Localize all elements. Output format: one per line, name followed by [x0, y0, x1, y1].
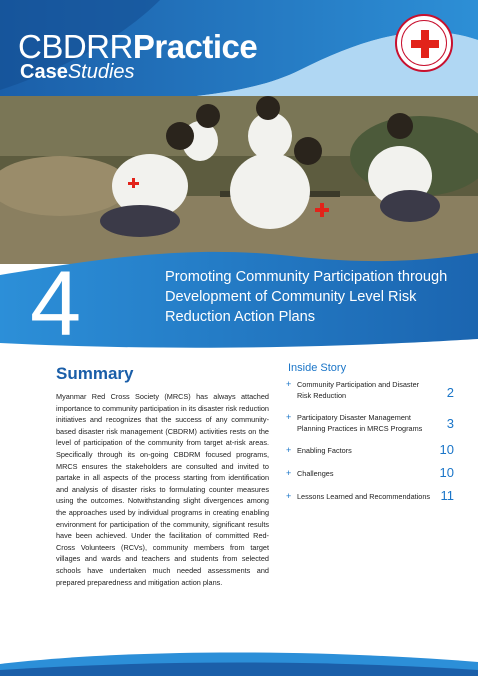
- inside-story-heading: Inside Story: [288, 362, 347, 374]
- toc-item[interactable]: [286, 412, 458, 436]
- toc-item[interactable]: [286, 465, 458, 481]
- red-cross-logo-icon: [395, 14, 453, 72]
- plus-icon: +: [286, 412, 292, 422]
- toc-item[interactable]: [286, 379, 458, 403]
- series-title-light: CBDRR: [18, 28, 133, 65]
- toc-item-label: Participatory Disaster Management Planning Practices in MRCS Programs: [297, 413, 423, 433]
- toc-item-label: Community Participation and Disaster Risk Reduction: [297, 380, 420, 400]
- plus-icon: +: [286, 468, 292, 478]
- plus-icon: +: [286, 491, 292, 501]
- series-subtitle-bold: Case: [20, 61, 68, 83]
- issue-title: Promoting Community Participation through Development of Community Level Risk Reduction Action Plans: [165, 269, 448, 325]
- toc-item-label: Enabling Factors: [297, 446, 352, 455]
- toc-item[interactable]: [286, 488, 458, 504]
- toc-item-page: 3: [446, 416, 454, 431]
- cover-header: [0, 0, 478, 110]
- inside-story-list: [286, 379, 458, 513]
- footer-wave: [0, 640, 478, 676]
- issue-number: 4: [30, 253, 82, 355]
- toc-item-page: 10: [439, 465, 454, 480]
- plus-icon: +: [286, 445, 292, 455]
- series-subtitle-italic: Studies: [67, 61, 135, 83]
- summary-body: Myanmar Red Cross Society (MRCS) has always attached importance to community participation in its disaster risk reduction initiatives and recognizes that the success of any community-based disaster risk management (CBDRM) activities rests on the level of participation of the community from target at-risk areas. Specifically through its on-going CBDRM focused programs, MRCS ensures the stakeholders are consulted and invited to partake in all aspects of the process starting from identification and analysis of disaster risks to formulating counter measures using the outcomes. Notwithstanding slight divergences among the approaches used by individual programs in creating enabling environment for participation of the community, significant results have been achieved. Under the facilitation of committed Red-Cross Volunteers (RCVs), community members from target villages and wards and teachers and students from selected schools have undertaken much needed assessments and prepared preparedness and mitigation action plans.: [56, 392, 269, 587]
- toc-item-page: 11: [440, 488, 454, 503]
- series-title-bold: Practice: [132, 28, 258, 65]
- plus-icon: +: [286, 379, 292, 389]
- toc-item-label: Challenges: [297, 469, 334, 478]
- series-subtitle: [20, 61, 135, 84]
- toc-item[interactable]: [286, 442, 458, 458]
- toc-item-label: Lessons Learned and Recommendations: [297, 492, 431, 501]
- toc-item-page: 2: [446, 385, 454, 400]
- toc-item-page: 10: [439, 442, 454, 457]
- summary-heading: Summary: [56, 364, 134, 383]
